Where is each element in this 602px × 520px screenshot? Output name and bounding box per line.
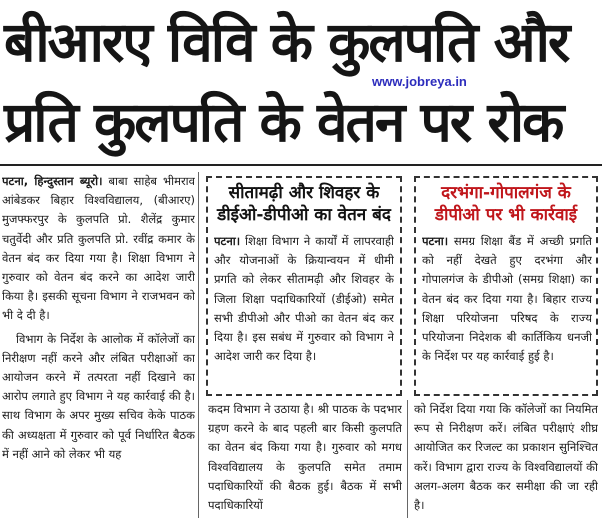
- box-left-title-line-2: डीईओ-डीपीओ का वेतन बंद: [217, 205, 391, 225]
- box-left-dateline: पटना।: [214, 234, 241, 248]
- headline-line-2: प्रति कुलपति के वेतन पर रोक: [4, 90, 563, 154]
- main-story-column-1: [2, 172, 195, 518]
- main-story-col2-text: कदम विभाग ने उठाया है। श्री पाठक के पदभार ग्रहण करने के बाद पहली बार किसी कुलपति का वेतन बंद किया गया है। गुरुवार को मगध विश्वविद्यालय के कुलपति समेत तमाम पदाधिकारियों की बैठक हुई। बैठक में सभी पदाधिकारियों: [208, 402, 402, 513]
- box-left-body: [214, 232, 394, 392]
- main-story-para-1-text: बाबा साहेब भीमराव आंबेडकर बिहार विश्वविद्यालय, (बीआरए) मुजफ्फरपुर के कुलपति प्रो. शैलेंद्र कुमार चतुर्वेदी और प्रति कुलपति प्रो. रवींद्र कमार के वेतन बंद कर दिया गया है। शिक्षा विभाग ने गुरुवार को वेतन बंद करने का आदेश जारी किया है। इसकी सूचना विभाग ने राजभवन को भी दे दी है।: [2, 174, 195, 323]
- main-story-dateline: पटना, हिन्दुस्तान ब्यूरो।: [2, 174, 103, 188]
- main-story-para-2: विभाग के निर्देश के आलोक में कॉलेजों का निरीक्षण नहीं करने और लंबित परीक्षाओं का आयोजन करने में तत्परता नहीं दिखाने का आरोप लगाते हुए विभाग ने यह कार्रवाई की है। साथ विभाग के अपर मुख्य सचिव केके पाठक की अध्यक्षता में गुरुवार को पूर्व निर्धारित बैठक में नहीं आने को लेकर भी यह: [2, 331, 195, 461]
- box-right-title-line-2: डीपीओ पर भी कार्रवाई: [434, 205, 578, 225]
- column-divider-2: [407, 400, 408, 518]
- column-divider-1: [198, 172, 199, 518]
- box-right-body: [422, 232, 592, 392]
- box-left-title: [210, 182, 398, 226]
- box-left-title-line-1: सीतामढ़ी और शिवहर के: [228, 183, 380, 203]
- box-left-text: शिक्षा विभाग ने कार्यों में लापरवाही और योजनाओं के क्रियान्वयन में धीमी प्रगति को लेकर सीतामढ़ी और शिवहर के जिला शिक्षा पदाधिकारियों (डीईओ) समेत सभी डीपीओ और पीओ का वेतन बंद कर दिया है। इस सबंध में गुरुवार को विभाग ने आदेश जारी कर दिया है।: [214, 234, 394, 364]
- box-right-dateline: पटना।: [422, 234, 449, 248]
- headline-divider: [0, 164, 602, 166]
- main-story-para-1: [2, 172, 195, 326]
- box-right-title: [418, 182, 594, 226]
- main-story-column-3: [414, 400, 598, 518]
- headline-line-1: बीआरए विवि के कुलपति और: [4, 10, 569, 74]
- box-right-title-line-1: दरभंगा-गोपालगंज के: [441, 183, 571, 203]
- main-story-col3-text: को निर्देश दिया गया कि कॉलेजों का नियमित रूप से निरीक्षण करें। लंबित परीक्षाएं शीघ्र आयोजित कर रिजल्ट का प्रकाशन सुनिश्चित करें। विभाग द्वारा राज्य के विश्वविद्यालयों की अलग-अलग बैठक कर समीक्षा की जा रही है।: [414, 402, 598, 513]
- watermark-url: www.jobreya.in: [372, 74, 467, 89]
- box-right-text: समग्र शिक्षा बैंड में अच्छी प्रगति को नहीं देखते हुए दरभंगा और गोपालगंज के डीपीओ (समग्र शिक्षा) का वेतन बंद कर दिया गया है। बिहार राज्य शिक्षा परियोजना परिषद के राज्य परियोजना निदेशक बी कार्तिकिय धनजी के निर्देश पर यह कार्रवाई हुई है।: [422, 234, 592, 364]
- main-story-column-2: [208, 400, 402, 518]
